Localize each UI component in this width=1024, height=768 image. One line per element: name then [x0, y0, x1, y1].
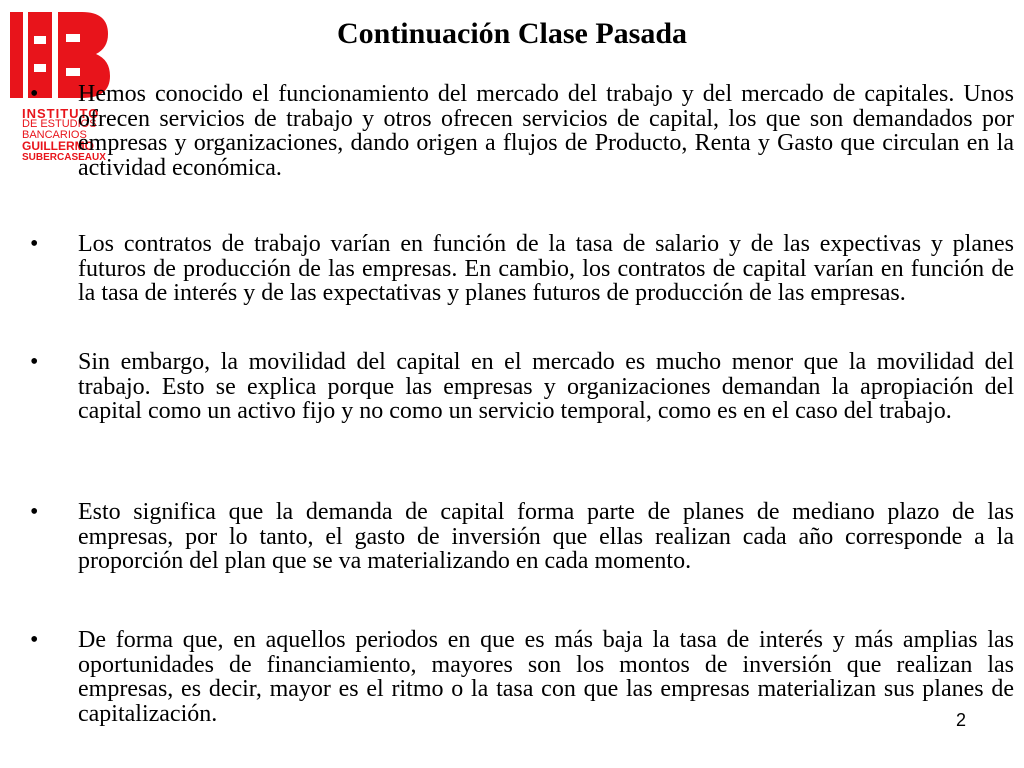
bullet-text: De forma que, en aquellos periodos en que es más baja la tasa de interés y más amplias las oportunidades de financiamiento, mayores son los montos de inversión que realizan las empresas, es decir, mayor es el ritmo o la tasa con que las empresas materializan sus planes de capitalización.	[78, 627, 1014, 727]
bullet-text: Esto significa que la demanda de capital forma parte de planes de mediano plazo de las empresas, por lo tanto, el gasto de inversión que ellas realizan cada año corresponde a la proporción del plan que se va materializando en cada momento.	[78, 499, 1014, 574]
logo-line-3: BANCARIOS	[22, 129, 87, 141]
bullet-marker: •	[30, 627, 39, 653]
page-number: 2	[955, 710, 966, 730]
bullet-marker: •	[30, 349, 39, 375]
logo-line-1: INSTITUTO	[22, 106, 100, 121]
bullet-text: Los contratos de trabajo varían en función de la tasa de salario y de las expectivas y planes futuros de producción de las empresas. En cambio, los contratos de capital varían en función de la tasa de interés y de las expectativas y planes futuros de producción de las empresas.	[78, 231, 1014, 306]
bullet-marker: •	[30, 231, 39, 257]
bullet-marker: •	[30, 81, 39, 107]
bullet-marker: •	[30, 499, 39, 525]
bullet-text: Hemos conocido el funcionamiento del mercado del trabajo y del mercado de capitales. Unos ofrecen servicios de trabajo y otros ofrecen servicios de capital, los que son demandados por empresas y organizaciones, dando origen a flujos de Producto, Renta y Gasto que circulan en la actividad económica.	[78, 81, 1014, 181]
slide-title: Continuación Clase Pasada	[336, 17, 688, 50]
logo-line-2: DE ESTUDIOS	[22, 118, 97, 130]
bullet-text: Sin embargo, la movilidad del capital en el mercado es mucho menor que la movilidad del trabajo. Esto se explica porque las empresas y organizaciones demandan la apropiación del capital como un activo fijo y no como un servicio temporal, como es en el caso del trabajo.	[78, 349, 1014, 424]
logo-line-4: GUILLERMO	[22, 139, 94, 153]
logo-line-5: SUBERCASEAUX	[22, 152, 106, 163]
